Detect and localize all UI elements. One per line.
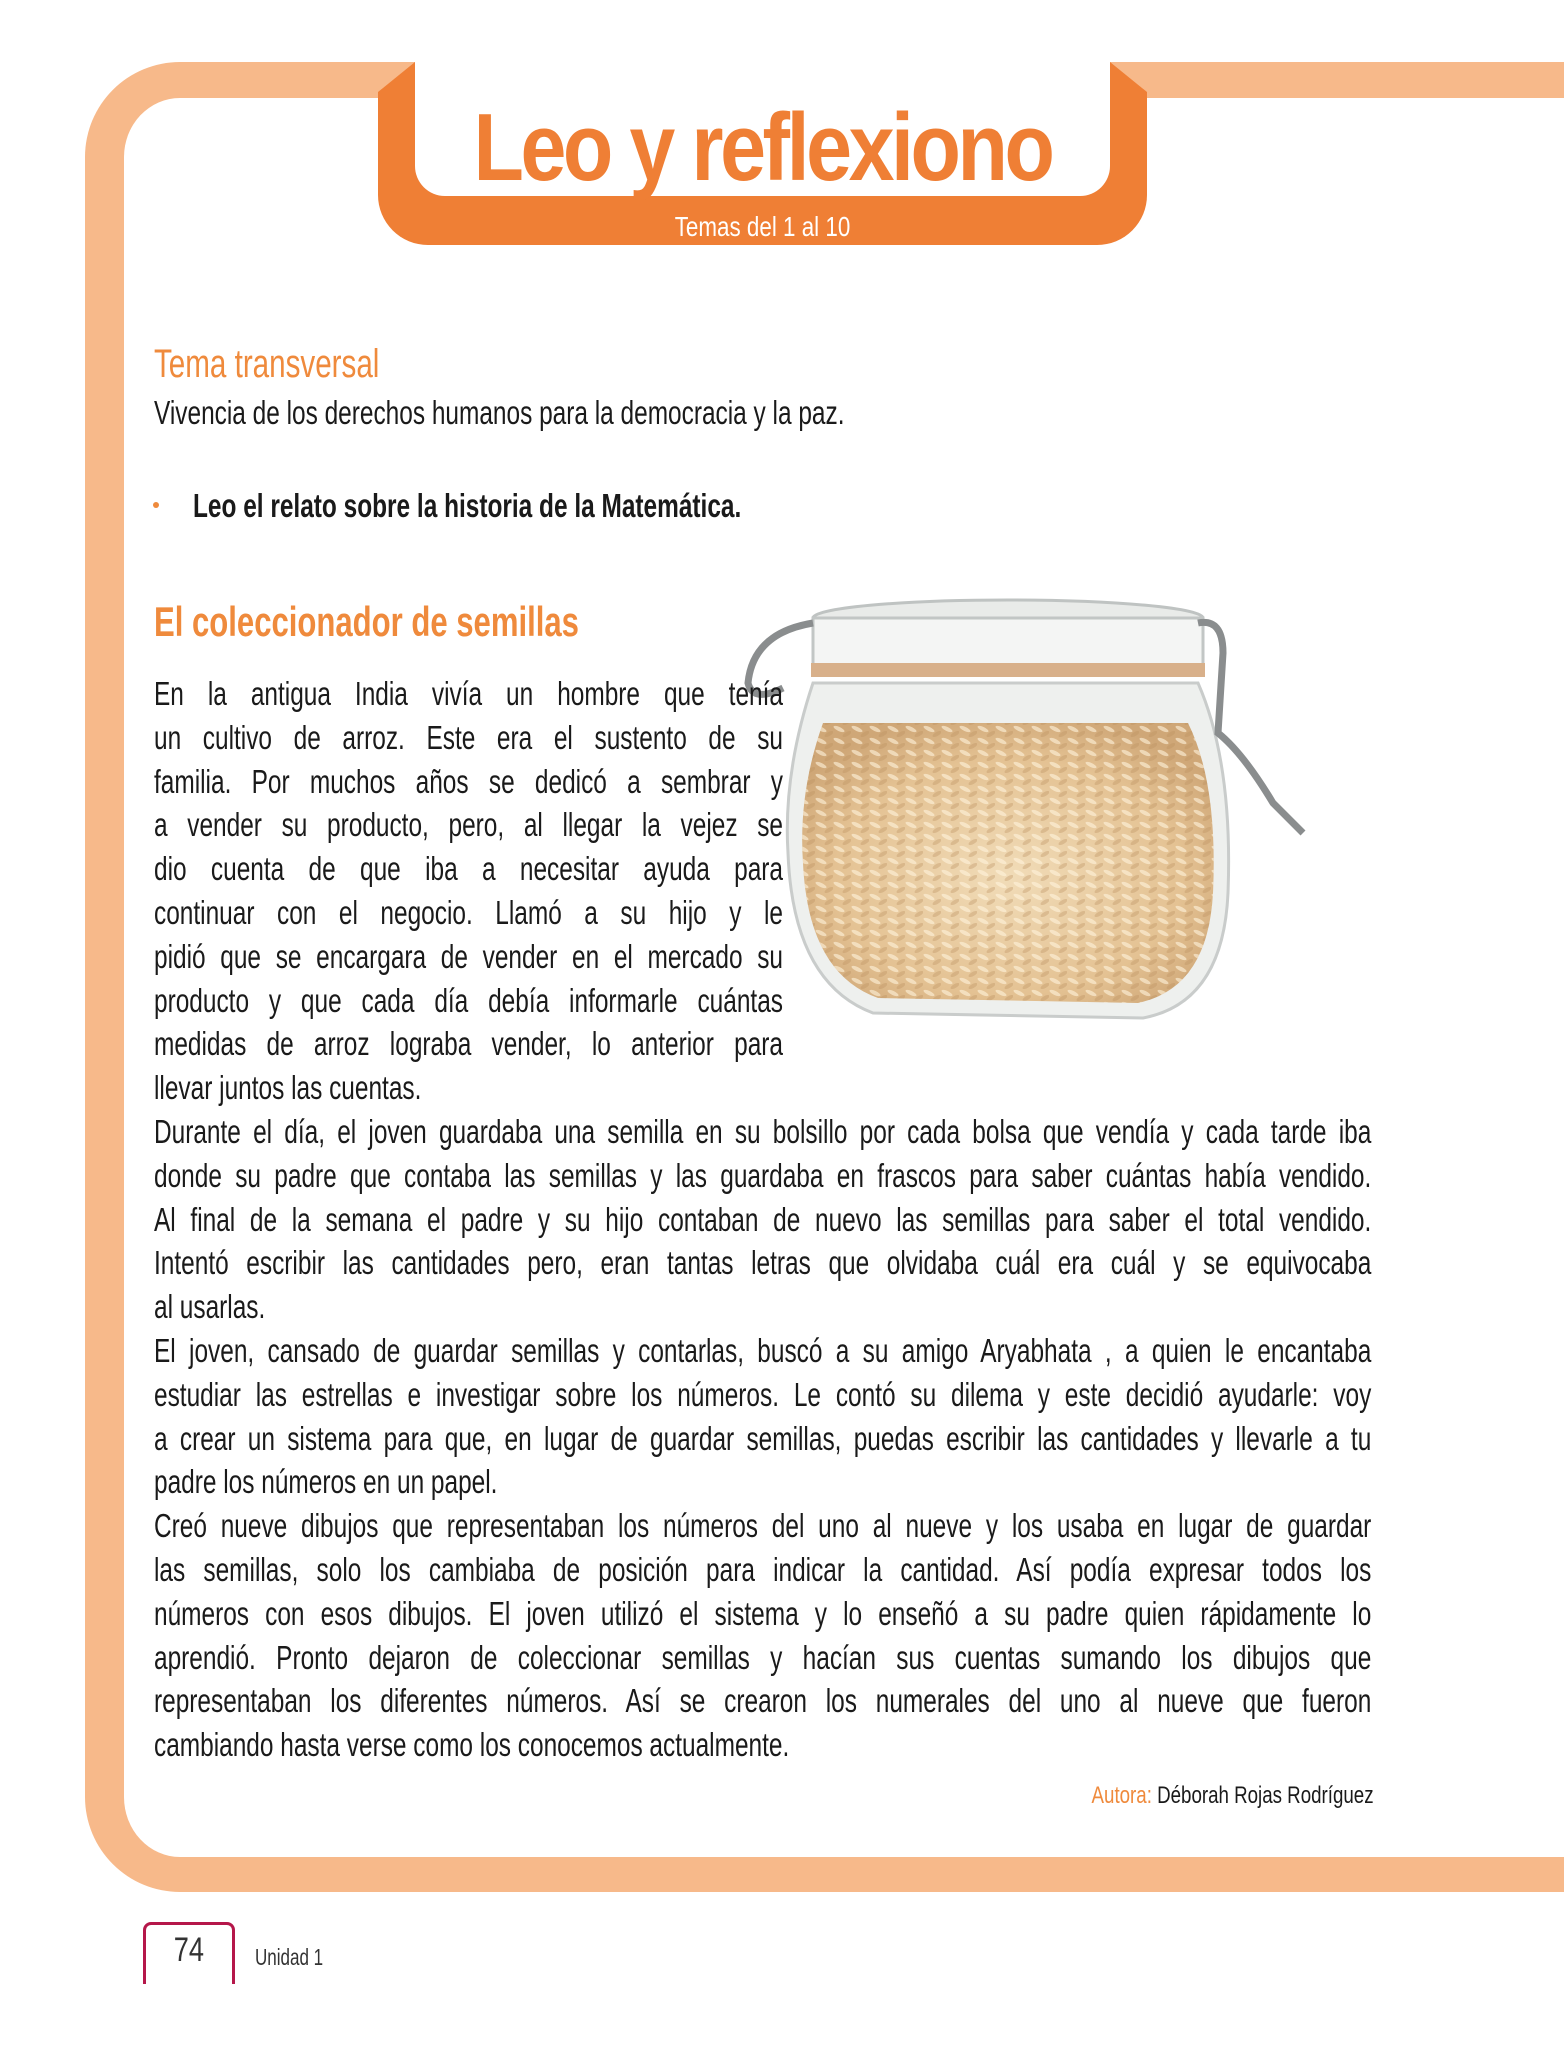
story-line: producto y que cada día debía informarle cuántas xyxy=(154,981,783,1019)
story-paragraph xyxy=(154,1110,1371,1329)
story-paragraph xyxy=(154,1329,1371,1504)
story-line: dio cuenta de que iba a necesitar ayuda para xyxy=(154,850,783,888)
story-line: un cultivo de arroz. Este era el sustento de su xyxy=(154,718,783,756)
story-line: a vender su producto, pero, al llegar la vejez se xyxy=(154,806,783,844)
story-line: al usarlas. xyxy=(154,1288,266,1326)
section-title: Leo y reflexiono xyxy=(473,94,1052,201)
instruction-bullet: Leo el relato sobre la historia de la Matemática. xyxy=(193,487,742,524)
bullet-icon xyxy=(153,502,159,508)
story-line: Intentó escribir las cantidades pero, eran tantas letras que olvidaba cuál era cuál y se equivocaba xyxy=(154,1244,1372,1282)
story-line: a crear un sistema para que, en lugar de guardar semillas, puedas escribir las cantidades y llevarle a tu xyxy=(154,1419,1372,1457)
story-intro xyxy=(154,672,1371,1110)
page-number: 74 xyxy=(173,1931,205,1969)
story-body xyxy=(154,672,1371,1767)
section-subtitle: Temas del 1 al 10 xyxy=(674,211,851,242)
story-line: Creó nueve dibujos que representaban los números del uno al nueve y los usaba en lugar de guardar xyxy=(154,1507,1372,1545)
story-line: representaban los diferentes números. Así se crearon los numerales del uno al nueve que fueron xyxy=(154,1682,1372,1720)
story-line: estudiar las estrellas e investigar sobre los números. Le contó su dilema y este decidió ayudarle: voy xyxy=(154,1375,1372,1413)
story-line: pidió que se encargara de vender en el mercado su xyxy=(154,937,783,975)
story-line: aprendió. Pronto dejaron de coleccionar semillas y hacían sus cuentas sumando los dibujos que xyxy=(154,1638,1372,1676)
unit-label: Unidad 1 xyxy=(255,1944,324,1970)
story-line: las semillas, solo los cambiaba de posición para indicar la cantidad. Así podía expresar todos los xyxy=(154,1550,1372,1588)
story-line: continuar con el negocio. Llamó a su hijo y le xyxy=(154,893,783,931)
theme-text: Vivencia de los derechos humanos para la democracia y la paz. xyxy=(154,394,845,431)
story-line: medidas de arroz lograba vender, lo anterior para xyxy=(154,1025,783,1063)
story-line: donde su padre que contaba las semillas y las guardaba en frascos para saber cuántas había vendido. xyxy=(154,1156,1372,1194)
frame-top-bar-left xyxy=(200,62,400,98)
author-credit xyxy=(1092,1782,1374,1810)
story-line: familia. Por muchos años se dedicó a sembrar y xyxy=(154,762,783,800)
story-line: números con esos dibujos. El joven utilizó el sistema y lo enseñó a su padre quien rápidamente lo xyxy=(154,1594,1372,1632)
tab-fold-right xyxy=(1110,62,1147,92)
story-title: El coleccionador de semillas xyxy=(154,598,579,645)
story-line: cambiando hasta verse como los conocemos actualmente. xyxy=(154,1726,790,1764)
tab-fold-left xyxy=(378,62,415,92)
story-line: En la antigua India vivía un hombre que tenía xyxy=(154,675,783,712)
frame-top-bar-right xyxy=(1147,62,1564,98)
story-line: El joven, cansado de guardar semillas y contarlas, buscó a su amigo Aryabhata , a quien le encantaba xyxy=(154,1331,1372,1369)
page-number-box xyxy=(143,1922,235,1984)
story-line: Durante el día, el joven guardaba una semilla en su bolsillo por cada bolsa que vendía y cada tarde iba xyxy=(154,1112,1372,1150)
story-line: padre los números en un papel. xyxy=(154,1463,498,1501)
story-line: llevar juntos las cuentas. xyxy=(154,1069,422,1107)
story-line: Al final de la semana el padre y su hijo contaban de nuevo las semillas para saber el total vendido. xyxy=(154,1200,1372,1238)
frame-bottom-bar xyxy=(200,1857,1564,1892)
author-name: Déborah Rojas Rodríguez xyxy=(1157,1782,1374,1809)
author-label: Autora: xyxy=(1091,1782,1153,1809)
story-paragraph xyxy=(154,1504,1371,1767)
theme-label: Tema transversal xyxy=(154,342,380,386)
